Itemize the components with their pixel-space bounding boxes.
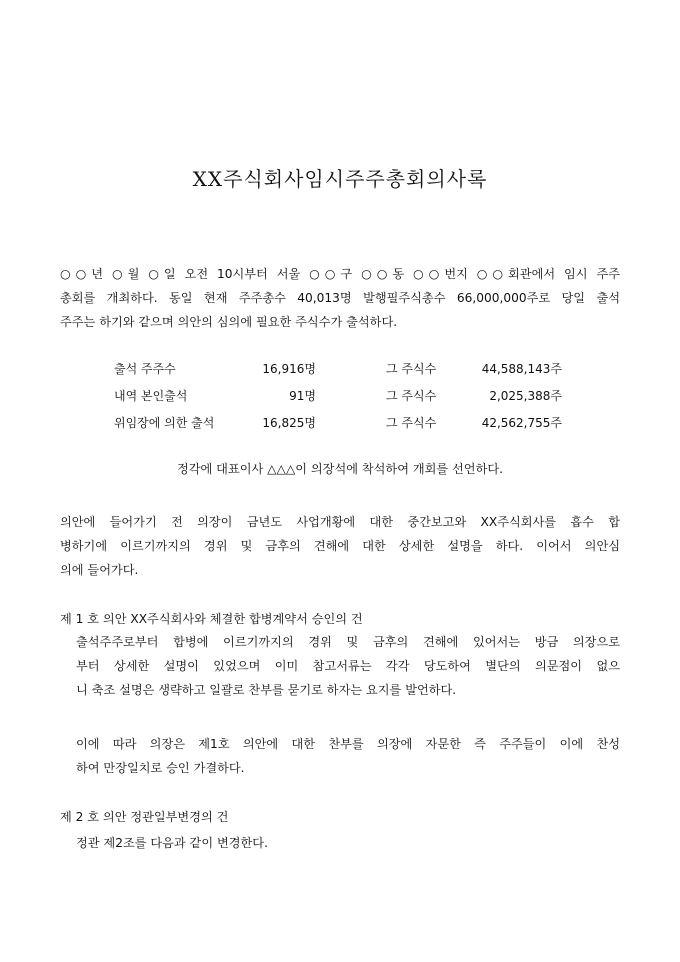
agenda1-line: 부터 상세한 설명이 있었으며 이미 참고서류는 각각 당도하여 별단의 의문점이 없으 — [76, 659, 620, 673]
agenda1-line: 출석주주로부터 합병에 이르기까지의 경위 및 금후의 견해에 있어서는 방금 의장으로 — [76, 635, 620, 649]
intro-paragraph — [60, 262, 620, 334]
shares-label: 그 주식수 — [386, 416, 437, 430]
resolution-line: 하여 만장일치로 승인 가결하다. — [76, 761, 245, 775]
attendance-label: 출석 주주수 — [114, 362, 176, 376]
intro-line: ○○년 ○월 ○일 오전 10시부터 서울 ○○구 ○○동 ○○번지 ○○회관에서 임시 주주 — [60, 267, 620, 281]
report-paragraph — [60, 510, 620, 582]
shares-value: 44,588,143주 — [481, 362, 562, 376]
attendance-count: 16,916명 — [262, 362, 316, 376]
agenda1-resolution — [76, 732, 620, 780]
attendance-row — [0, 387, 680, 407]
attendance-row — [0, 414, 680, 434]
report-line: 병하기에 이르기까지의 경위 및 금후의 견해에 대한 상세한 설명을 하다. 이어서 의안심 — [60, 539, 620, 553]
intro-line: 총회를 개최하다. 동일 현재 주주총수 40,013명 발행필주식총수 66,000,000주로 당일 출석 — [60, 291, 620, 305]
agenda2-heading: 제 2 호 의안 정관일부변경의 건 — [60, 810, 229, 824]
agenda1-heading: 제 1 호 의안 XX주식회사와 체결한 합병계약서 승인의 건 — [60, 612, 363, 626]
report-line: 의에 들어가다. — [60, 563, 139, 577]
shares-label: 그 주식수 — [386, 362, 437, 376]
attendance-label: 위임장에 의한 출석 — [114, 416, 215, 430]
report-line: 의안에 들어가기 전 의장이 금년도 사업개황에 대한 중간보고와 XX주식회사를 흡수 합 — [60, 515, 620, 529]
agenda1-body — [76, 630, 620, 702]
shares-value: 42,562,755주 — [481, 416, 562, 430]
attendance-count: 91명 — [289, 389, 316, 403]
intro-line: 주주는 하기와 같으며 의안의 심의에 필요한 주식수가 출석하다. — [60, 315, 398, 329]
agenda1-line: 니 축조 설명은 생략하고 일괄로 찬부를 묻기로 하자는 요지를 발언하다. — [76, 683, 457, 697]
opening-statement: 정각에 대표이사 △△△이 의장석에 착석하여 개회를 선언하다. — [176, 462, 504, 476]
attendance-count: 16,825명 — [262, 416, 316, 430]
document-title: XX주식회사임시주주총회의사록 — [192, 167, 488, 192]
resolution-line: 이에 따라 의장은 제1호 의안에 대한 찬부를 의장에 자문한 즉 주주들이 이에 찬성 — [76, 737, 620, 751]
attendance-label: 내역 본인출석 — [114, 389, 188, 403]
agenda2-body: 정관 제2조를 다음과 같이 변경한다. — [76, 836, 268, 850]
attendance-row — [0, 360, 680, 380]
shares-label: 그 주식수 — [386, 389, 437, 403]
shares-value: 2,025,388주 — [489, 389, 562, 403]
